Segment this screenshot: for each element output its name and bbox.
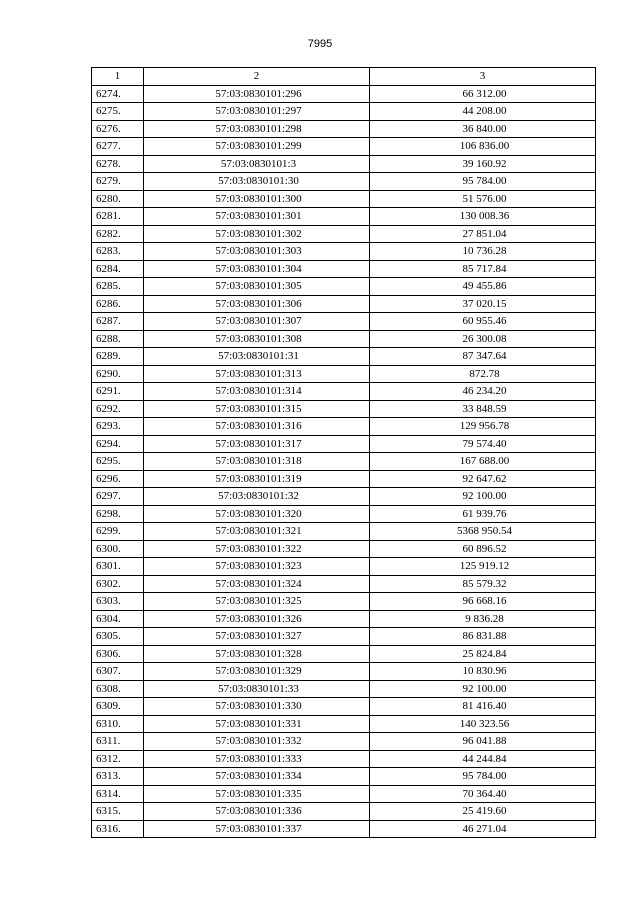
row-number: 6283. [92,243,144,261]
cadastral-value: 96 041.88 [370,733,596,751]
row-number: 6287. [92,313,144,331]
cadastral-value: 26 300.08 [370,330,596,348]
table-row [92,190,596,208]
table-row [92,365,596,383]
cadastral-number: 57:03:0830101:329 [144,663,370,681]
cadastral-number: 57:03:0830101:327 [144,628,370,646]
cadastral-value: 70 364.40 [370,785,596,803]
row-number: 6309. [92,698,144,716]
table-row [92,733,596,751]
row-number: 6284. [92,260,144,278]
cadastral-value: 44 208.00 [370,103,596,121]
cadastral-value: 5368 950.54 [370,523,596,541]
table-row [92,138,596,156]
row-number: 6281. [92,208,144,226]
cadastral-value: 85 717.84 [370,260,596,278]
cadastral-value: 51 576.00 [370,190,596,208]
cadastral-value: 92 100.00 [370,488,596,506]
cadastral-number: 57:03:0830101:307 [144,313,370,331]
table-row [92,330,596,348]
cadastral-value: 79 574.40 [370,435,596,453]
row-number: 6314. [92,785,144,803]
row-number: 6293. [92,418,144,436]
row-number: 6290. [92,365,144,383]
table-row [92,558,596,576]
table-row [92,155,596,173]
row-number: 6310. [92,715,144,733]
header-row [92,68,596,86]
cadastral-number: 57:03:0830101:336 [144,803,370,821]
table-row [92,348,596,366]
cadastral-number: 57:03:0830101:30 [144,173,370,191]
cadastral-value: 33 848.59 [370,400,596,418]
row-number: 6305. [92,628,144,646]
cadastral-number: 57:03:0830101:302 [144,225,370,243]
row-number: 6315. [92,803,144,821]
cadastral-value: 130 008.36 [370,208,596,226]
cadastral-number: 57:03:0830101:337 [144,820,370,838]
row-number: 6278. [92,155,144,173]
row-number: 6313. [92,768,144,786]
cadastral-number: 57:03:0830101:299 [144,138,370,156]
table-row [92,523,596,541]
cadastral-value: 25 824.84 [370,645,596,663]
row-number: 6274. [92,85,144,103]
cadastral-number: 57:03:0830101:296 [144,85,370,103]
table-row [92,575,596,593]
cadastral-value: 86 831.88 [370,628,596,646]
row-number: 6275. [92,103,144,121]
row-number: 6316. [92,820,144,838]
cadastral-value: 92 100.00 [370,680,596,698]
column-header-2: 2 [144,68,370,86]
row-number: 6285. [92,278,144,296]
table-row [92,243,596,261]
cadastral-number: 57:03:0830101:326 [144,610,370,628]
row-number: 6307. [92,663,144,681]
cadastral-number: 57:03:0830101:315 [144,400,370,418]
row-number: 6303. [92,593,144,611]
row-number: 6300. [92,540,144,558]
cadastral-value: 36 840.00 [370,120,596,138]
row-number: 6312. [92,750,144,768]
row-number: 6279. [92,173,144,191]
table-row [92,383,596,401]
row-number: 6306. [92,645,144,663]
cadastral-value: 125 919.12 [370,558,596,576]
cadastral-value: 92 647.62 [370,470,596,488]
table-row [92,715,596,733]
cadastral-value: 60 955.46 [370,313,596,331]
cadastral-number: 57:03:0830101:304 [144,260,370,278]
cadastral-number: 57:03:0830101:317 [144,435,370,453]
table-row [92,505,596,523]
cadastral-value: 60 896.52 [370,540,596,558]
cadastral-number: 57:03:0830101:305 [144,278,370,296]
cadastral-number: 57:03:0830101:303 [144,243,370,261]
table-row [92,698,596,716]
cadastral-value: 95 784.00 [370,768,596,786]
cadastral-number: 57:03:0830101:331 [144,715,370,733]
cadastral-value: 106 836.00 [370,138,596,156]
table-row [92,453,596,471]
cadastral-value: 129 956.78 [370,418,596,436]
row-number: 6297. [92,488,144,506]
table-row [92,628,596,646]
cadastral-number: 57:03:0830101:313 [144,365,370,383]
cadastral-number: 57:03:0830101:32 [144,488,370,506]
row-number: 6308. [92,680,144,698]
table-row [92,470,596,488]
row-number: 6286. [92,295,144,313]
table-row [92,85,596,103]
cadastral-number: 57:03:0830101:31 [144,348,370,366]
cadastral-number: 57:03:0830101:333 [144,750,370,768]
table-row [92,295,596,313]
table-row [92,645,596,663]
cadastral-value: 96 668.16 [370,593,596,611]
table-row [92,400,596,418]
row-number: 6311. [92,733,144,751]
row-number: 6302. [92,575,144,593]
cadastral-number: 57:03:0830101:320 [144,505,370,523]
cadastral-value: 9 836.28 [370,610,596,628]
cadastral-number: 57:03:0830101:316 [144,418,370,436]
table-row [92,488,596,506]
table-row [92,785,596,803]
row-number: 6301. [92,558,144,576]
row-number: 6295. [92,453,144,471]
row-number: 6292. [92,400,144,418]
cadastral-value: 81 416.40 [370,698,596,716]
table-row [92,750,596,768]
cadastral-value: 27 851.04 [370,225,596,243]
table-row [92,208,596,226]
table-row [92,173,596,191]
column-header-1: 1 [92,68,144,86]
cadastral-value: 10 830.96 [370,663,596,681]
row-number: 6296. [92,470,144,488]
table-row [92,768,596,786]
row-number: 6288. [92,330,144,348]
cadastral-value: 37 020.15 [370,295,596,313]
cadastral-number: 57:03:0830101:318 [144,453,370,471]
cadastral-value: 66 312.00 [370,85,596,103]
cadastral-number: 57:03:0830101:335 [144,785,370,803]
registry-table [91,67,596,838]
cadastral-number: 57:03:0830101:325 [144,593,370,611]
cadastral-value: 872.78 [370,365,596,383]
cadastral-number: 57:03:0830101:297 [144,103,370,121]
row-number: 6277. [92,138,144,156]
cadastral-number: 57:03:0830101:314 [144,383,370,401]
cadastral-number: 57:03:0830101:334 [144,768,370,786]
cadastral-number: 57:03:0830101:324 [144,575,370,593]
cadastral-number: 57:03:0830101:301 [144,208,370,226]
table-row [92,680,596,698]
cadastral-number: 57:03:0830101:300 [144,190,370,208]
row-number: 6276. [92,120,144,138]
row-number: 6294. [92,435,144,453]
column-header-3: 3 [370,68,596,86]
table-row [92,260,596,278]
cadastral-number: 57:03:0830101:332 [144,733,370,751]
cadastral-value: 61 939.76 [370,505,596,523]
table-row [92,610,596,628]
table-row [92,663,596,681]
cadastral-number: 57:03:0830101:321 [144,523,370,541]
cadastral-number: 57:03:0830101:306 [144,295,370,313]
cadastral-number: 57:03:0830101:308 [144,330,370,348]
table-row [92,803,596,821]
table-row [92,435,596,453]
cadastral-value: 25 419.60 [370,803,596,821]
cadastral-value: 39 160.92 [370,155,596,173]
cadastral-value: 167 688.00 [370,453,596,471]
table-row [92,313,596,331]
table-row [92,820,596,838]
cadastral-number: 57:03:0830101:3 [144,155,370,173]
cadastral-value: 95 784.00 [370,173,596,191]
table-row [92,593,596,611]
row-number: 6298. [92,505,144,523]
cadastral-value: 10 736.28 [370,243,596,261]
cadastral-value: 44 244.84 [370,750,596,768]
cadastral-value: 46 271.04 [370,820,596,838]
cadastral-value: 140 323.56 [370,715,596,733]
cadastral-number: 57:03:0830101:322 [144,540,370,558]
cadastral-number: 57:03:0830101:323 [144,558,370,576]
row-number: 6304. [92,610,144,628]
cadastral-number: 57:03:0830101:33 [144,680,370,698]
table-row [92,418,596,436]
row-number: 6280. [92,190,144,208]
table-row [92,278,596,296]
cadastral-number: 57:03:0830101:328 [144,645,370,663]
row-number: 6291. [92,383,144,401]
table-row [92,225,596,243]
cadastral-value: 87 347.64 [370,348,596,366]
page-number: 7995 [307,38,333,50]
row-number: 6282. [92,225,144,243]
cadastral-number: 57:03:0830101:330 [144,698,370,716]
cadastral-number: 57:03:0830101:319 [144,470,370,488]
row-number: 6289. [92,348,144,366]
cadastral-value: 46 234.20 [370,383,596,401]
table-row [92,120,596,138]
row-number: 6299. [92,523,144,541]
cadastral-value: 49 455.86 [370,278,596,296]
cadastral-number: 57:03:0830101:298 [144,120,370,138]
table-row [92,540,596,558]
cadastral-value: 85 579.32 [370,575,596,593]
table-row [92,103,596,121]
